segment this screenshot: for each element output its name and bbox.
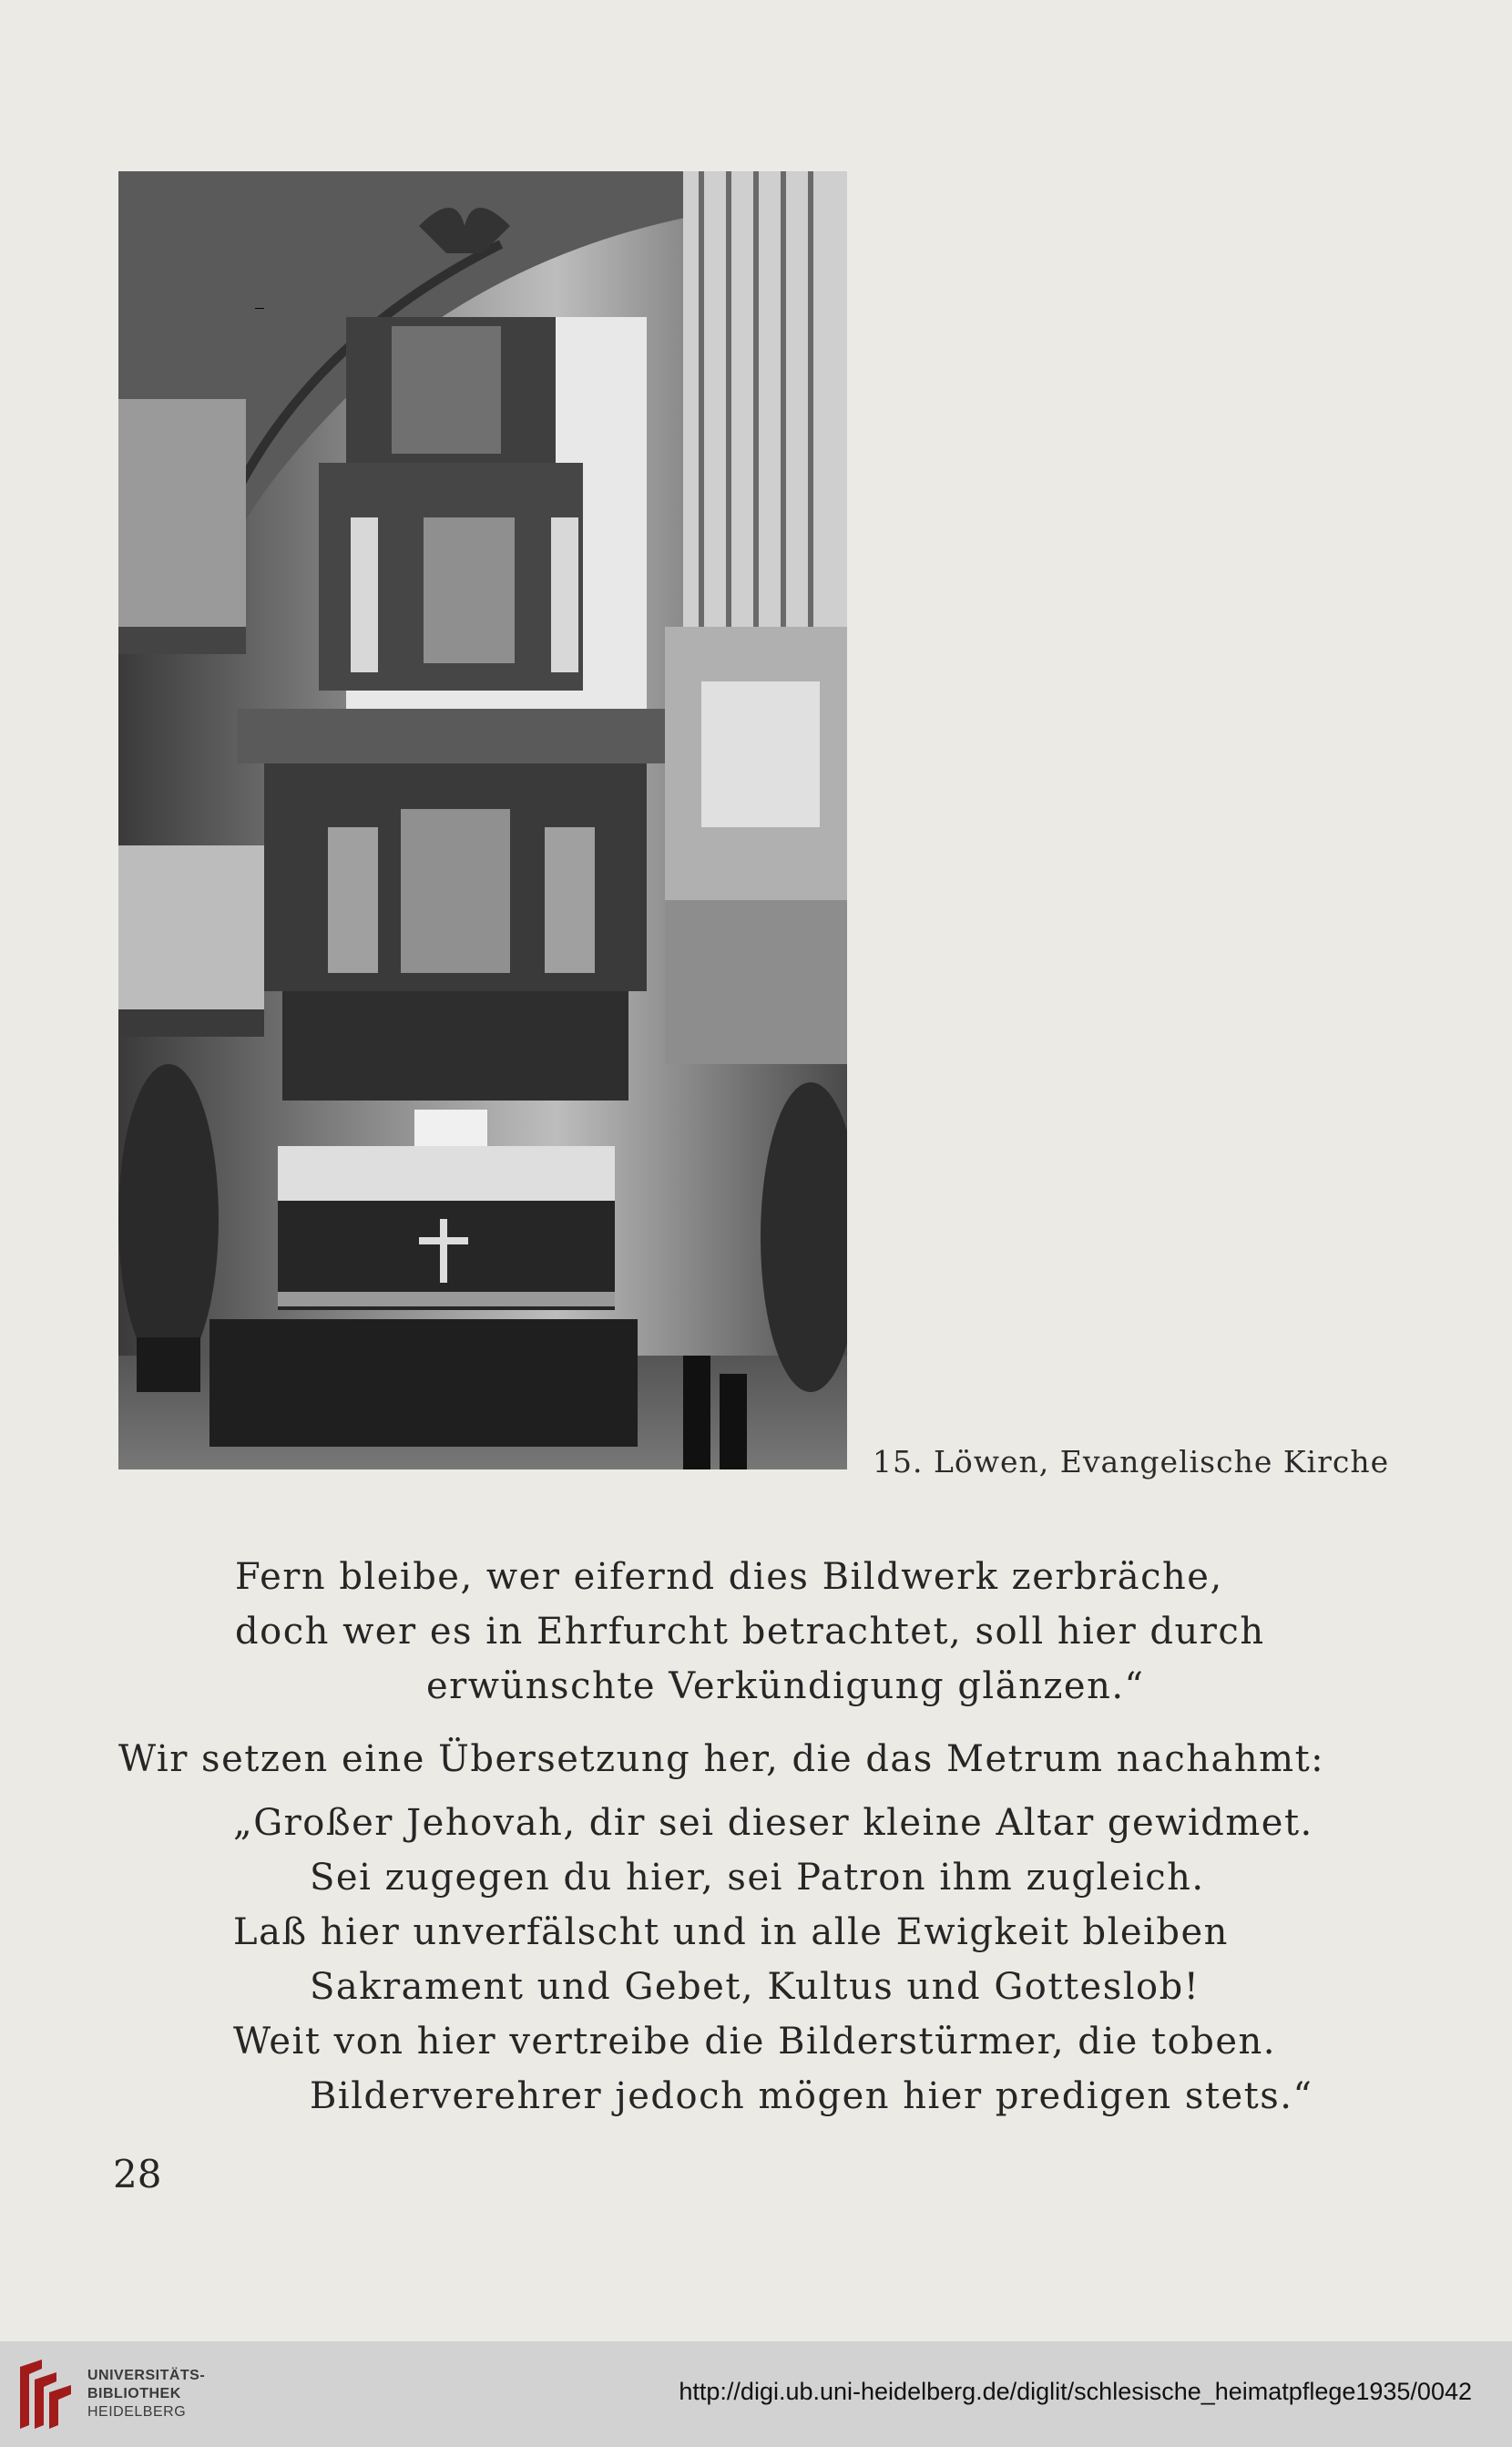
verse-line: Sei zugegen du hier, sei Patron ihm zugleich.	[310, 1857, 1205, 1899]
source-url-link[interactable]: http://digi.ub.uni-heidelberg.de/diglit/schlesische_heimatpflege1935/0042	[679, 2378, 1472, 2405]
verse-line: Bilderverehrer jedoch mögen hier predigen stets.“	[310, 2075, 1313, 2117]
paragraph-line: Wir setzen eine Übersetzung her, die das Metrum nachahmt:	[118, 1738, 1325, 1780]
verse-line: Laß hier unverfälscht und in alle Ewigkeit bleiben	[233, 1911, 1229, 1953]
library-footer	[0, 2341, 1512, 2447]
library-name-line2: BIBLIOTHEK	[87, 2386, 181, 2401]
verse-line: doch wer es in Ehrfurcht betrachtet, soll hier durch	[235, 1611, 1265, 1653]
library-name-line1: UNIVERSITÄTS-	[87, 2368, 206, 2383]
verse-line: „Großer Jehovah, dir sei dieser kleine Altar gewidmet.	[233, 1802, 1313, 1844]
verse-line: Weit von hier vertreibe die Bilderstürmer, die toben.	[233, 2021, 1276, 2063]
verse-line: erwünschte Verkündigung glänzen.“	[426, 1665, 1145, 1707]
library-logo-icon	[15, 2358, 73, 2434]
altar-image	[118, 171, 847, 1469]
verse-line: Sakrament und Gebet, Kultus und Gotteslob!	[310, 1966, 1200, 2008]
verse-line: Fern bleibe, wer eifernd dies Bildwerk zerbräche,	[235, 1556, 1223, 1598]
library-name	[87, 2367, 205, 2421]
page-number: 28	[113, 2152, 162, 2196]
photo-caption: 15. Löwen, Evangelische Kirche	[873, 1444, 1390, 1479]
library-name-line3: HEIDELBERG	[87, 2404, 187, 2420]
altar-photograph	[118, 171, 847, 1469]
